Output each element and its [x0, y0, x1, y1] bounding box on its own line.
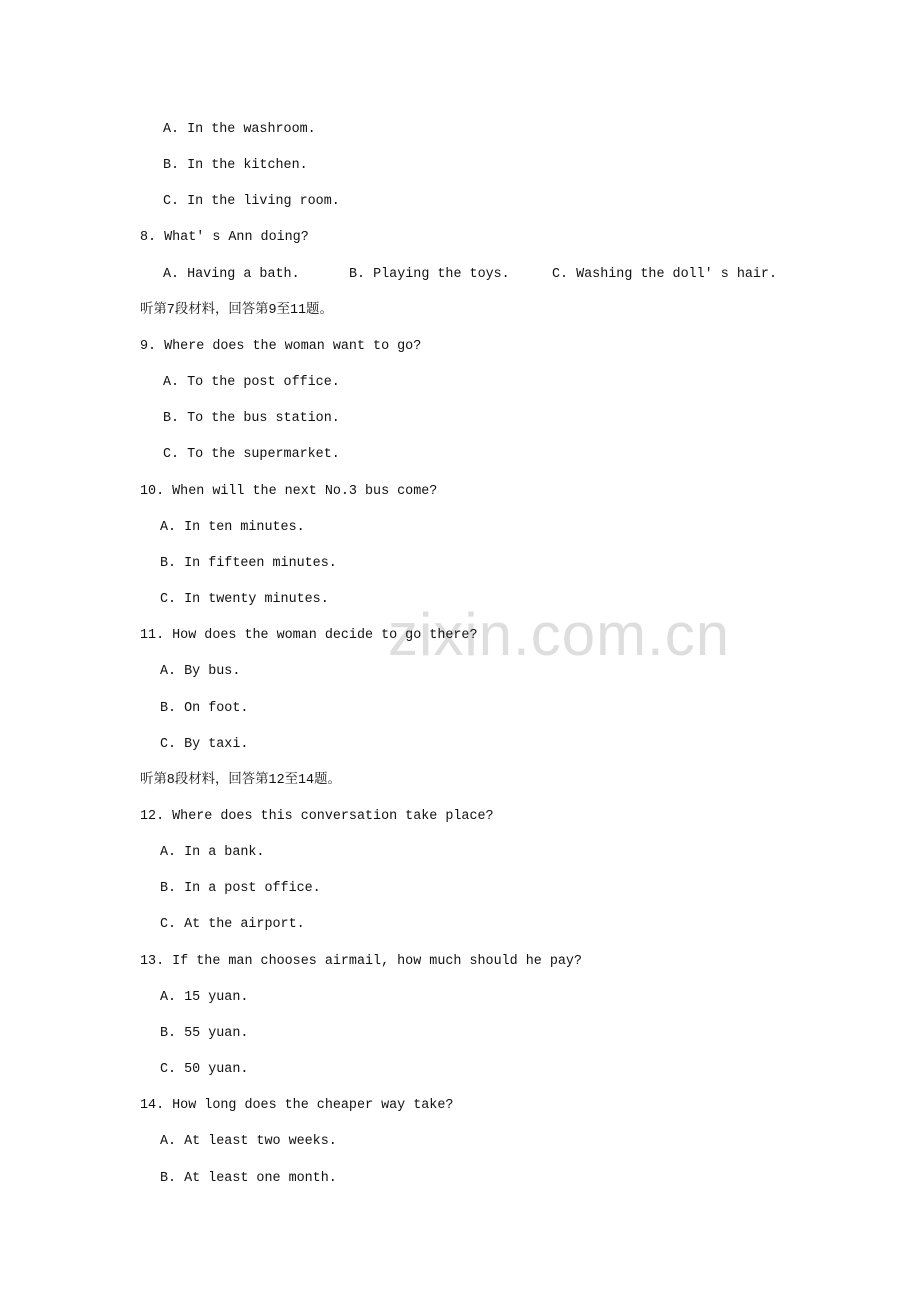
- question-line: 8. What′ s Ann doing?: [140, 230, 309, 246]
- option-line: A. By bus.: [160, 664, 241, 680]
- option-line: B. In fifteen minutes.: [160, 555, 337, 571]
- option-line: C. 50 yuan.: [160, 1062, 249, 1078]
- question-line: 11. How does the woman decide to go there?: [140, 628, 478, 644]
- question-line: 10. When will the next No.3 bus come?: [140, 483, 438, 499]
- option-line: C. In twenty minutes.: [160, 592, 329, 608]
- question-line: 听第7段材料，回答第9至11题。: [140, 302, 333, 318]
- option-line: C. At the airport.: [160, 917, 305, 933]
- watermark: zixin.com.cn: [388, 601, 731, 668]
- option-line: A. In the washroom.: [163, 122, 316, 137]
- option-line: A. 15 yuan.: [160, 989, 249, 1005]
- question-line: 12. Where does this conversation take place?: [140, 808, 494, 824]
- option-q8: A. Having a bath.: [163, 266, 300, 282]
- option-line: A. In a bank.: [160, 845, 265, 861]
- option-line: B. 55 yuan.: [160, 1025, 249, 1041]
- option-line: C. By taxi.: [160, 736, 249, 752]
- option-line: A. To the post office.: [163, 375, 340, 391]
- option-line: C. In the living room.: [163, 194, 340, 210]
- question-line: 13. If the man chooses airmail, how much should he pay?: [140, 953, 582, 969]
- document-body: [0, 112, 920, 1197]
- option-line: B. In the kitchen.: [163, 158, 308, 174]
- question-line: 14. How long does the cheaper way take?: [140, 1098, 454, 1114]
- question-line: 9. Where does the woman want to go?: [140, 338, 422, 354]
- option-line: C. To the supermarket.: [163, 447, 340, 463]
- question-line: 听第8段材料，回答第12至14题。: [140, 772, 341, 788]
- option-q8: C. Washing the doll′ s hair.: [552, 266, 777, 282]
- option-line: A. At least two weeks.: [160, 1134, 337, 1150]
- option-line: [0, 257, 920, 293]
- option-line: B. To the bus station.: [163, 411, 340, 427]
- option-line: B. In a post office.: [160, 881, 321, 897]
- option-q8: B. Playing the toys.: [349, 266, 510, 282]
- option-line: B. At least one month.: [160, 1170, 337, 1186]
- option-line: A. In ten minutes.: [160, 519, 305, 535]
- option-line: B. On foot.: [160, 700, 249, 716]
